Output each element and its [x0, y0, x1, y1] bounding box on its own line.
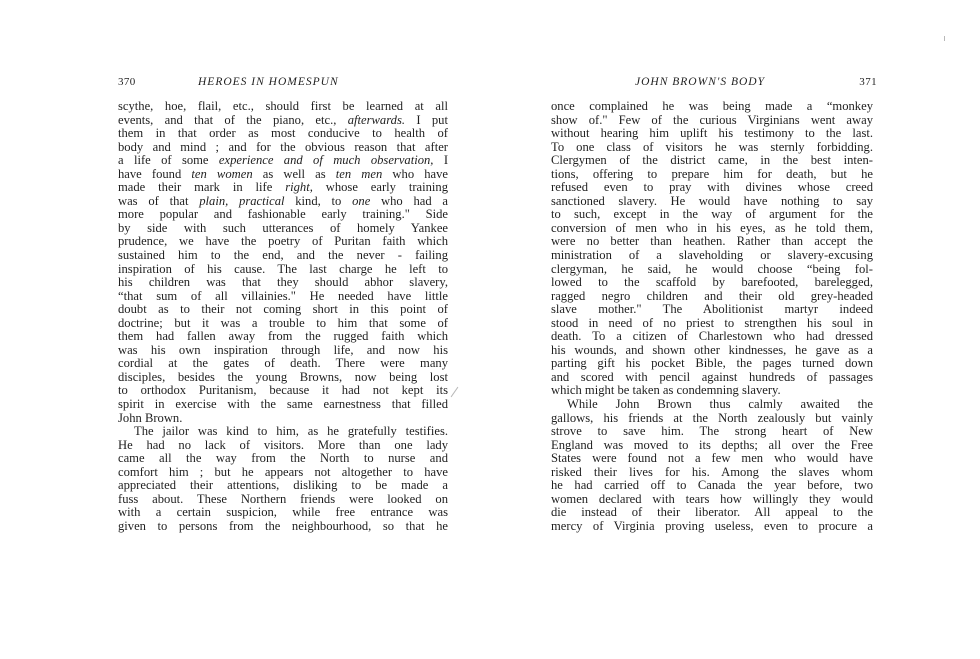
text-line	[118, 412, 448, 426]
right-page	[551, 0, 877, 659]
text-line	[551, 168, 873, 182]
text-segment: death. To a citizen of Charlestown who had dressed	[551, 329, 873, 344]
text-segment: gallows, his friends at the North zealously but vainly	[551, 410, 873, 425]
text-line	[118, 181, 448, 195]
text-segment: as well as	[252, 166, 336, 181]
text-line	[118, 398, 448, 412]
text-line	[551, 222, 873, 236]
text-segment: doubt as to their not coming short in this point of	[118, 302, 448, 317]
text-line	[118, 114, 448, 128]
text-line	[118, 303, 448, 317]
text-segment: to orthodox Puritanism, because it had not kept its	[118, 383, 448, 398]
text-segment: comfort him ; but he appears not altogether to have	[118, 464, 448, 479]
text-line	[551, 452, 873, 466]
text-segment: more popular and fashionable early training." Side	[118, 207, 448, 222]
text-segment: them in that order as most conducive to health of	[118, 126, 448, 141]
italic-text: plain, practical	[199, 193, 285, 208]
text-line	[118, 195, 448, 209]
text-line	[551, 235, 873, 249]
text-line	[118, 276, 448, 290]
text-segment: was his own inspiration through life, and now his	[118, 342, 448, 357]
text-line	[551, 263, 873, 277]
text-segment: them had fallen away from the rugged faith which	[118, 329, 448, 344]
text-segment: tions, offering to prepare him for death, but he	[551, 166, 873, 181]
text-line	[551, 425, 873, 439]
text-segment: die instead of their liberator. All appeal to the	[551, 505, 873, 520]
text-segment: States were found not a few men who would have	[551, 451, 873, 466]
left-page	[118, 0, 448, 659]
text-segment: appreciated their attentions, disliking to be made a	[118, 478, 448, 493]
text-segment: England was moved to its depths; all over the Free	[551, 437, 873, 452]
text-line	[551, 330, 873, 344]
text-line	[551, 303, 873, 317]
text-line	[551, 412, 873, 426]
text-line	[118, 235, 448, 249]
text-line	[118, 371, 448, 385]
text-segment: made their mark in life	[118, 180, 286, 195]
text-segment: and scored with pencil against hundreds of passages	[551, 369, 873, 384]
margin-mark	[451, 387, 459, 397]
text-line	[118, 344, 448, 358]
text-segment: given to persons from the neighbourhood, so that he	[118, 518, 448, 533]
text-segment: strove to save him. The strong heart of New	[551, 424, 873, 439]
text-segment: To one class of visitors he was sternly forbidding.	[551, 139, 873, 154]
text-segment: The jailor was kind to him, as he gratefully testifies.	[134, 424, 448, 439]
italic-text: afterwards.	[347, 112, 406, 127]
text-line	[118, 249, 448, 263]
left-page-number: 370	[118, 76, 136, 88]
text-segment: ministration of a slaveholding or slavery-excusing	[551, 248, 873, 263]
text-segment: conversion of men who in his eyes, as he told them,	[551, 220, 873, 235]
text-segment: ragged negro children and their old grey-headed	[551, 288, 873, 303]
text-segment: who had a	[370, 193, 449, 208]
text-line	[118, 127, 448, 141]
text-segment: to such, except in the way of argument for the	[551, 207, 873, 222]
text-line	[551, 154, 873, 168]
text-segment: were no better than heathen. Rather than accept the	[551, 234, 873, 249]
text-segment: He had no lack of visitors. More than one lady	[118, 437, 448, 452]
text-segment: his children was that they should abhor slavery,	[118, 275, 448, 290]
text-segment: kind, to	[284, 193, 353, 208]
text-segment: with a certain suspicion, while free entrance was	[118, 505, 448, 520]
text-line	[551, 520, 873, 534]
text-line	[551, 181, 873, 195]
text-segment: women declared with tears how willingly they would	[551, 491, 873, 506]
text-line	[118, 425, 448, 439]
text-segment: spirit in exercise with the same earnestness that filled	[118, 397, 448, 412]
text-line	[118, 479, 448, 493]
text-segment: he had carried off to Canada the year before, two	[551, 478, 873, 493]
text-segment: a life of some	[118, 153, 219, 168]
text-segment: was of that	[118, 193, 200, 208]
text-segment: disciples, besides the young Browns, now being lost	[118, 369, 448, 384]
text-segment: events, and that of the piano, etc.,	[118, 112, 348, 127]
right-running-head: JOHN BROWN'S BODY	[635, 76, 765, 88]
text-line	[551, 357, 873, 371]
text-segment: While John Brown thus calmly awaited the	[567, 397, 873, 412]
text-segment: without hearing him uplift his testimony to the last.	[551, 126, 873, 141]
text-line	[551, 208, 873, 222]
text-line	[551, 127, 873, 141]
text-segment: his wounds, and shown other kindnesses, he gave as a	[551, 342, 873, 357]
text-segment: whose early training	[312, 180, 449, 195]
text-line	[118, 466, 448, 480]
right-page-number: 371	[859, 76, 877, 88]
text-line	[551, 100, 873, 114]
text-line	[551, 439, 873, 453]
text-segment: Clergymen of the district came, in the best inten-	[551, 153, 873, 168]
text-line	[118, 168, 448, 182]
italic-text: ten men	[335, 166, 383, 181]
text-line	[118, 100, 448, 114]
text-segment: scythe, hoe, flail, etc., should first be learned at all	[118, 99, 448, 113]
text-line	[118, 290, 448, 304]
text-line	[118, 317, 448, 331]
text-line	[118, 520, 448, 534]
text-segment: show of." Few of the curious Virginians went away	[551, 112, 873, 127]
text-segment: by side with such utterances of homely Yankee	[118, 220, 448, 235]
text-line	[551, 195, 873, 209]
text-line	[551, 344, 873, 358]
text-segment: risked their lives for his. Among the slaves whom	[551, 464, 873, 479]
text-segment: clergyman, he said, he would choose “being fol-	[551, 261, 873, 276]
text-line	[551, 141, 873, 155]
text-segment: refused even to pray with divines whose creed	[551, 180, 873, 195]
text-segment: fuss about. These Northern friends were looked on	[118, 491, 448, 506]
right-page-header	[551, 76, 877, 94]
text-line	[118, 330, 448, 344]
text-line	[118, 357, 448, 371]
text-line	[551, 466, 873, 480]
italic-text: one	[352, 193, 371, 208]
text-segment: John Brown.	[118, 410, 183, 425]
text-line	[551, 317, 873, 331]
text-line	[551, 506, 873, 520]
text-line	[551, 276, 873, 290]
text-segment: parting gift his pocket Bible, the pages turned down	[551, 356, 873, 371]
text-line	[118, 222, 448, 236]
text-segment: inspiration of his cause. The last charge he left to	[118, 261, 448, 276]
text-line	[118, 154, 448, 168]
text-line	[551, 479, 873, 493]
text-segment: “that sum of all villainies." He needed have little	[118, 288, 448, 303]
text-segment: sustained him to the end, and the never - failing	[118, 248, 448, 263]
text-line	[118, 439, 448, 453]
text-segment: have found	[118, 166, 192, 181]
text-line	[118, 141, 448, 155]
text-line	[118, 384, 448, 398]
text-segment: body and mind ; and for the obvious reason that after	[118, 139, 448, 154]
text-line	[551, 290, 873, 304]
text-line	[118, 263, 448, 277]
text-segment: cordial at the gates of death. There were many	[118, 356, 448, 371]
text-segment: came all the way from the North to nurse and	[118, 451, 448, 466]
text-segment: mercy of Virginia proving useless, even to procure a	[551, 518, 873, 533]
text-segment: doctrine; but it was a trouble to him that some of	[118, 315, 448, 330]
italic-text: experience and of much observation,	[218, 153, 434, 168]
text-line	[118, 208, 448, 222]
text-line	[551, 114, 873, 128]
text-segment: I put	[405, 112, 448, 127]
text-line	[118, 452, 448, 466]
margin-mark	[944, 36, 945, 41]
text-segment: who have	[382, 166, 449, 181]
text-segment: I	[433, 153, 449, 168]
text-line	[551, 384, 873, 398]
italic-text: ten women	[191, 166, 253, 181]
italic-text: right,	[285, 180, 313, 195]
text-line	[551, 249, 873, 263]
left-page-text	[118, 100, 448, 534]
text-line	[118, 493, 448, 507]
text-line	[551, 371, 873, 385]
text-line	[118, 506, 448, 520]
text-segment: slave mother." The Abolitionist martyr indeed	[551, 302, 873, 317]
left-running-head: HEROES IN HOMESPUN	[198, 76, 339, 88]
text-segment: lowed to the scaffold by barefooted, barelegged,	[551, 275, 873, 290]
text-segment: which might be taken as condemning slavery.	[551, 383, 781, 398]
text-line	[551, 398, 873, 412]
text-segment: stood in need of no priest to strengthen his soul in	[551, 315, 873, 330]
right-page-text	[551, 100, 873, 534]
text-segment: prudence, we have the poetry of Puritan faith which	[118, 234, 448, 249]
text-line	[551, 493, 873, 507]
left-page-header	[118, 76, 448, 94]
text-segment: sanctioned slavery. He would have nothing to say	[551, 193, 873, 208]
text-segment: once complained he was being made a “monkey	[551, 99, 873, 113]
